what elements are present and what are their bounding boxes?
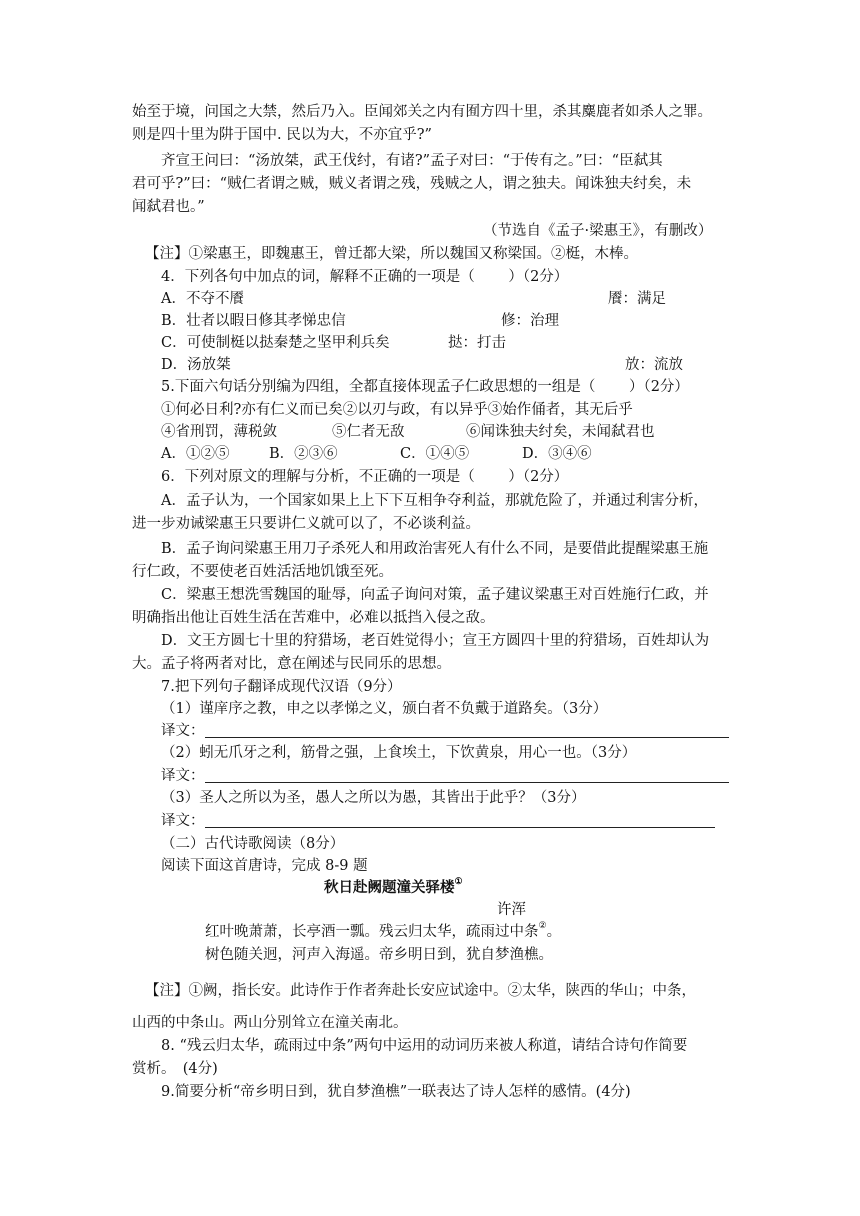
poem-title: 秋日赴阙题潼关驿楼① — [324, 877, 463, 896]
q7-answer-label-1: 译文： — [161, 723, 205, 739]
q5-choice-c: C．①④⑤ — [400, 446, 470, 462]
q5-sentence-4: ④省刑罚，薄税敛 — [161, 424, 277, 440]
q4-option-b-gloss: 修：治理 — [501, 313, 559, 329]
q5-choice-a: A．①②⑤ — [161, 446, 230, 462]
q6-line-7: D．文王方圆七十里的狩猎场，老百姓觉得小；宣王方圆四十里的狩猎场，百姓却认为 — [161, 633, 710, 649]
q7-answer-label-2: 译文： — [161, 768, 205, 784]
q5-choice-b: B．②③⑥ — [269, 446, 338, 462]
passage-line-2: 则是四十里为阱于国中. 民以为大，不亦宜乎?” — [132, 127, 432, 143]
section2-heading: （二）古代诗歌阅读（8分） — [161, 836, 345, 852]
poem-note-line-2: 山西的中条山。两山分别耸立在潼关南北。 — [132, 1015, 408, 1031]
q6-line-6: 明确指出他让百姓生活在苦难中，必难以抵挡入侵之敌。 — [132, 610, 495, 626]
q5-stem: 5.下面六句话分别编为四组，全都直接体现孟子仁政思想的一组是（ ）（2分） — [161, 379, 689, 395]
q6-line-3: B．孟子询问梁惠王用刀子杀死人和用政治害死人有什么不同，是要借此提醒梁惠王施 — [161, 541, 709, 557]
q7-item-3: （3）圣人之所以为圣，愚人之所以为愚，其皆出于此乎？（3分） — [161, 790, 586, 806]
q4-stem: 4．下列各句中加点的词，解释不正确的一项是（ ）（2分） — [161, 269, 569, 285]
verse-footnote-mark: ② — [538, 921, 547, 931]
q6-line-2: 进一步劝诫梁惠王只要讲仁义就可以了，不必谈利益。 — [132, 516, 480, 532]
passage-line-5: 闻弑君也。” — [132, 199, 205, 215]
q8-line-2: 赏析。 (4分) — [132, 1061, 218, 1077]
q4-option-a-gloss: 餍：满足 — [608, 291, 666, 307]
q7-answer-label-3: 译文： — [161, 813, 205, 829]
poem-verse-2: 树色随关迥，河声入海遥。帝乡明日到，犹自梦渔樵。 — [205, 947, 553, 963]
poem-author: 许浑 — [497, 902, 526, 918]
q5-sentence-6: ⑥闻诛独夫纣矣，未闻弑君也 — [466, 424, 655, 440]
q7-answer-line-2[interactable] — [205, 782, 729, 783]
q7-stem: 7.把下列句子翻译成现代汉语（9分） — [161, 679, 402, 695]
section2-instruction: 阅读下面这首唐诗，完成 8-9 题 — [161, 858, 368, 874]
passage-source: （节选自《孟子·梁惠王》，有删改） — [483, 223, 713, 239]
q9: 9.简要分析“帝乡明日到，犹自梦渔樵”一联表达了诗人怎样的感情。(4分) — [161, 1084, 631, 1100]
q5-choice-d: D．③④⑥ — [522, 446, 592, 462]
q7-item-2: （2）蚓无爪牙之利，筋骨之强，上食埃土，下饮黄泉，用心一也。（3分） — [161, 745, 637, 761]
poem-note-line-1: 【注】①阙，指长安。此诗作于作者奔赴长安应试途中。②太华，陕西的华山；中条， — [145, 983, 696, 999]
q6-line-8: 大。孟子将两者对比，意在阐述与民同乐的思想。 — [132, 656, 451, 672]
poem-verse-1: 红叶晚萧萧，长亭酒一瓢。残云归太华，疏雨过中条②。 — [205, 921, 562, 940]
q6-line-1: A．孟子认为，一个国家如果上上下下互相争夺利益，那就危险了，并通过利害分析， — [161, 493, 708, 509]
q4-option-c-gloss: 挞：打击 — [448, 335, 506, 351]
q5-sentence-5: ⑤仁者无敌 — [332, 424, 405, 440]
q4-option-d-gloss: 放：流放 — [625, 357, 683, 373]
poem-title-footnote-mark: ① — [454, 877, 463, 887]
q7-answer-line-1[interactable] — [205, 737, 729, 738]
q4-option-c: C．可使制梃以挞秦楚之坚甲利兵矣 — [161, 335, 390, 351]
passage-line-4: 君可乎?”曰：“贼仁者谓之贼，贼义者谓之残，残贼之人，谓之独夫。闻诛独夫纣矣，未 — [132, 176, 692, 192]
q6-line-4: 行仁政，不要使老百姓活活地饥饿至死。 — [132, 564, 393, 580]
passage-line-1: 始至于境，问国之大禁，然后乃入。臣闻郊关之内有囿方四十里，杀其麋鹿者如杀人之罪。 — [132, 104, 712, 120]
q4-option-b: B．壮者以暇日修其孝悌忠信 — [161, 313, 346, 329]
q4-option-d: D．汤放桀 — [161, 357, 231, 373]
q6-line-5: C．梁惠王想洗雪魏国的耻辱，向孟子询问对策，孟子建议梁惠王对百姓施行仁政，并 — [161, 587, 709, 603]
q5-sentences-line-1: ①何必日利?亦有仁义而已矣②以刃与政，有以异乎③始作俑者，其无后乎 — [161, 402, 633, 418]
passage-line-3: 齐宣王问曰：“汤放桀，武王伐纣，有诸?”孟子对曰：“于传有之。”曰：“臣弑其 — [161, 153, 663, 169]
q4-option-a: A．不夺不餍 — [161, 291, 244, 307]
q8-line-1: 8. “残云归太华，疏雨过中条”两句中运用的动词历来被人称道，请结合诗句作简要 — [161, 1038, 688, 1054]
q6-stem: 6．下列对原文的理解与分析，不正确的一项是（ ）（2分） — [161, 469, 569, 485]
passage-note: 【注】①梁惠王，即魏惠王，曾迁都大梁，所以魏国又称梁国。②梃，木棒。 — [145, 246, 638, 262]
q7-answer-line-3[interactable] — [205, 827, 715, 828]
q7-item-1: （1）谨庠序之教，申之以孝悌之义，颁白者不负戴于道路矣。（3分） — [161, 701, 608, 717]
